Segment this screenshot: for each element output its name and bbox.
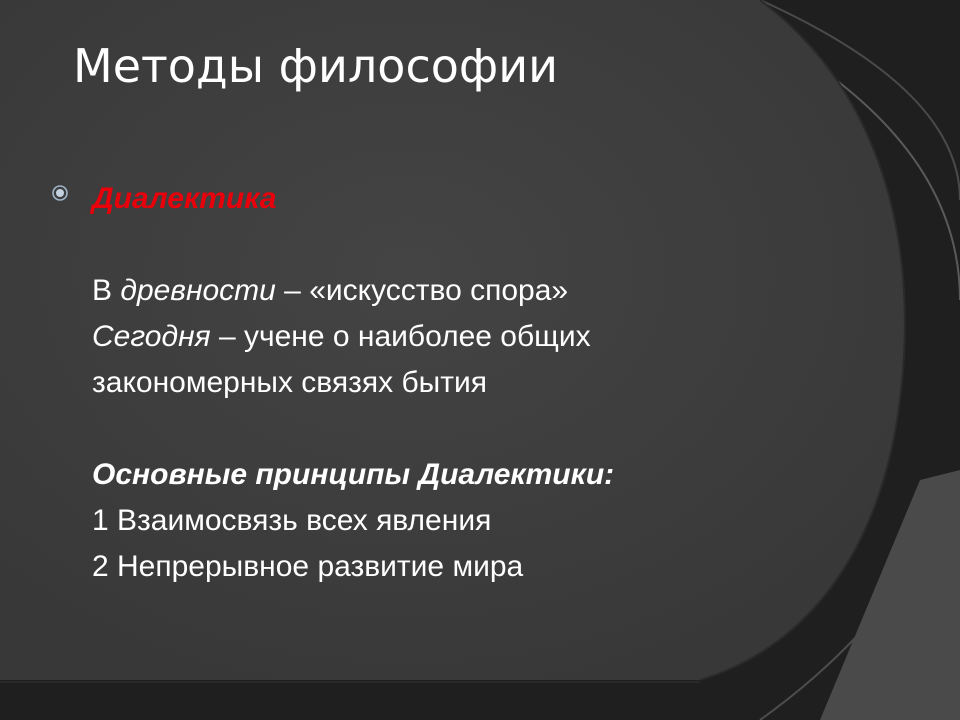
spacer xyxy=(92,222,872,268)
antiquity-rest: – «искусство спора» xyxy=(275,274,569,307)
today-rest: – учене о наиболее общих xyxy=(210,320,591,353)
today-line xyxy=(92,314,872,360)
spacer xyxy=(92,406,872,452)
antiquity-line xyxy=(92,268,872,314)
slide-title: Методы философии xyxy=(73,39,558,93)
principles-heading: Основные принципы Диалектики: xyxy=(92,458,615,491)
bullet-content xyxy=(92,176,872,590)
principle-item: 2 Непрерывное развитие мира xyxy=(92,550,524,583)
bullet-heading: Диалектика xyxy=(92,182,277,215)
antiquity-prefix: В xyxy=(92,274,121,307)
today-continuation: закономерных связях бытия xyxy=(92,366,487,399)
antiquity-term: древности xyxy=(120,274,276,307)
today-term: Сегодня xyxy=(92,320,211,353)
principle-item: 1 Взаимосвязь всех явления xyxy=(92,504,492,537)
circle-target-icon xyxy=(52,185,68,201)
